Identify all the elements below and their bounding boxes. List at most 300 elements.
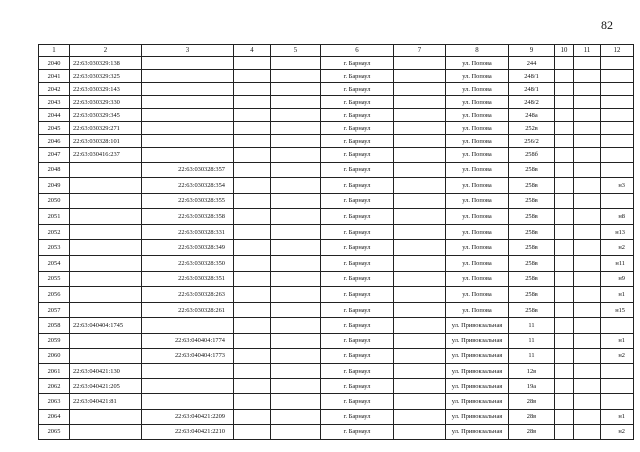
street-cell: ул. Попова: [446, 224, 509, 240]
row-number-cell: 2059: [39, 333, 70, 348]
row-number-cell: 2044: [39, 109, 70, 122]
row-number-cell: 2047: [39, 148, 70, 163]
table-row: [39, 302, 634, 318]
house-number-cell: 258в: [509, 224, 555, 240]
cadastral-number-object-cell: [142, 57, 234, 70]
premises-number-cell: н15: [601, 302, 634, 318]
header-cell: 7: [394, 45, 446, 57]
house-number-cell: 256/2: [509, 135, 555, 148]
col-5-cell: [271, 256, 321, 272]
row-number-cell: 2052: [39, 224, 70, 240]
col-5-cell: [271, 348, 321, 363]
cadastral-number-land-cell: 22:63:040421:205: [70, 379, 142, 394]
house-number-cell: 258в: [509, 271, 555, 287]
cadastral-number-land-cell: [70, 240, 142, 256]
table-row: [39, 364, 634, 379]
cadastral-number-object-cell: [142, 318, 234, 333]
house-number-cell: 248а: [509, 109, 555, 122]
col-11-cell: [574, 348, 601, 363]
settlement-cell: г. Барнаул: [321, 271, 394, 287]
col-7-cell: [394, 57, 446, 70]
table-row: [39, 224, 634, 240]
cadastral-number-object-cell: [142, 70, 234, 83]
cadastral-number-object-cell: [142, 148, 234, 163]
col-11-cell: [574, 333, 601, 348]
row-number-cell: 2040: [39, 57, 70, 70]
house-number-cell: 11: [509, 318, 555, 333]
col-5-cell: [271, 287, 321, 303]
col-4-cell: [234, 256, 271, 272]
settlement-cell: г. Барнаул: [321, 333, 394, 348]
col-5-cell: [271, 379, 321, 394]
cadastral-number-land-cell: [70, 256, 142, 272]
page-number: 82: [601, 18, 613, 32]
cadastral-number-land-cell: 22:63:030329:330: [70, 96, 142, 109]
cadastral-number-object-cell: [142, 109, 234, 122]
row-number-cell: 2057: [39, 302, 70, 318]
house-number-cell: 258в: [509, 302, 555, 318]
house-number-cell: 28в: [509, 394, 555, 409]
col-11-cell: [574, 240, 601, 256]
house-number-cell: 28в: [509, 409, 555, 424]
cadastral-number-land-cell: [70, 193, 142, 209]
premises-number-cell: н11: [601, 256, 634, 272]
col-11-cell: [574, 409, 601, 424]
header-cell: 1: [39, 45, 70, 57]
col-5-cell: [271, 302, 321, 318]
cadastral-number-land-cell: 22:63:030329:143: [70, 83, 142, 96]
street-cell: ул. Попова: [446, 209, 509, 225]
premises-number-cell: [601, 148, 634, 163]
col-7-cell: [394, 379, 446, 394]
table-row: [39, 424, 634, 439]
col-5-cell: [271, 178, 321, 194]
col-10-cell: [555, 57, 574, 70]
settlement-cell: г. Барнаул: [321, 379, 394, 394]
table-row: [39, 96, 634, 109]
cadastral-number-object-cell: 22:63:030328:349: [142, 240, 234, 256]
col-10-cell: [555, 318, 574, 333]
col-11-cell: [574, 96, 601, 109]
settlement-cell: г. Барнаул: [321, 57, 394, 70]
table-row: [39, 287, 634, 303]
col-7-cell: [394, 302, 446, 318]
col-5-cell: [271, 364, 321, 379]
col-5-cell: [271, 224, 321, 240]
cadastral-number-object-cell: 22:63:030328:357: [142, 162, 234, 178]
settlement-cell: г. Барнаул: [321, 162, 394, 178]
house-number-cell: 258в: [509, 240, 555, 256]
col-4-cell: [234, 318, 271, 333]
premises-number-cell: [601, 364, 634, 379]
row-number-cell: 2063: [39, 394, 70, 409]
col-7-cell: [394, 256, 446, 272]
house-number-cell: 248/1: [509, 83, 555, 96]
col-10-cell: [555, 83, 574, 96]
col-11-cell: [574, 83, 601, 96]
settlement-cell: г. Барнаул: [321, 193, 394, 209]
col-10-cell: [555, 256, 574, 272]
row-number-cell: 2053: [39, 240, 70, 256]
row-number-cell: 2050: [39, 193, 70, 209]
premises-number-cell: [601, 162, 634, 178]
col-5-cell: [271, 333, 321, 348]
table-row: [39, 209, 634, 225]
col-5-cell: [271, 83, 321, 96]
table-row: [39, 348, 634, 363]
cadastral-number-object-cell: 22:63:030328:354: [142, 178, 234, 194]
col-7-cell: [394, 96, 446, 109]
street-cell: ул. Попова: [446, 57, 509, 70]
house-number-cell: 258в: [509, 178, 555, 194]
col-4-cell: [234, 240, 271, 256]
row-number-cell: 2045: [39, 122, 70, 135]
street-cell: ул. Привокзальная: [446, 333, 509, 348]
col-7-cell: [394, 424, 446, 439]
col-7-cell: [394, 209, 446, 225]
premises-number-cell: [601, 122, 634, 135]
cadastral-number-land-cell: [70, 302, 142, 318]
col-4-cell: [234, 193, 271, 209]
street-cell: ул. Попова: [446, 178, 509, 194]
col-4-cell: [234, 424, 271, 439]
col-10-cell: [555, 96, 574, 109]
col-10-cell: [555, 271, 574, 287]
col-11-cell: [574, 271, 601, 287]
row-number-cell: 2043: [39, 96, 70, 109]
col-11-cell: [574, 364, 601, 379]
house-number-cell: 244: [509, 57, 555, 70]
cadastral-number-object-cell: [142, 379, 234, 394]
settlement-cell: г. Барнаул: [321, 256, 394, 272]
premises-number-cell: [601, 57, 634, 70]
cadastral-number-land-cell: [70, 271, 142, 287]
header-cell: 9: [509, 45, 555, 57]
cadastral-number-object-cell: 22:63:030328:358: [142, 209, 234, 225]
table-row: [39, 148, 634, 163]
house-number-cell: 258в: [509, 209, 555, 225]
col-5-cell: [271, 394, 321, 409]
cadastral-number-land-cell: 22:63:040421:130: [70, 364, 142, 379]
col-4-cell: [234, 302, 271, 318]
col-4-cell: [234, 271, 271, 287]
col-11-cell: [574, 57, 601, 70]
premises-number-cell: н13: [601, 224, 634, 240]
col-11-cell: [574, 224, 601, 240]
settlement-cell: г. Барнаул: [321, 148, 394, 163]
col-5-cell: [271, 70, 321, 83]
house-number-cell: 19а: [509, 379, 555, 394]
row-number-cell: 2055: [39, 271, 70, 287]
street-cell: ул. Попова: [446, 109, 509, 122]
col-4-cell: [234, 109, 271, 122]
cadastral-number-object-cell: 22:63:040404:1774: [142, 333, 234, 348]
cadastral-number-land-cell: [70, 424, 142, 439]
col-5-cell: [271, 193, 321, 209]
col-11-cell: [574, 379, 601, 394]
settlement-cell: г. Барнаул: [321, 302, 394, 318]
premises-number-cell: н2: [601, 424, 634, 439]
header-cell: 6: [321, 45, 394, 57]
street-cell: ул. Попова: [446, 302, 509, 318]
col-11-cell: [574, 178, 601, 194]
col-7-cell: [394, 240, 446, 256]
cadastral-number-object-cell: 22:63:040404:1773: [142, 348, 234, 363]
col-11-cell: [574, 122, 601, 135]
street-cell: ул. Попова: [446, 271, 509, 287]
col-5-cell: [271, 318, 321, 333]
table-row: [39, 409, 634, 424]
cadastral-number-land-cell: 22:63:030329:138: [70, 57, 142, 70]
street-cell: ул. Привокзальная: [446, 379, 509, 394]
settlement-cell: г. Барнаул: [321, 96, 394, 109]
col-10-cell: [555, 224, 574, 240]
header-cell: 12: [601, 45, 634, 57]
cadastral-number-object-cell: [142, 394, 234, 409]
cadastral-number-land-cell: 22:63:030416:237: [70, 148, 142, 163]
col-4-cell: [234, 148, 271, 163]
table-row: [39, 394, 634, 409]
row-number-cell: 2046: [39, 135, 70, 148]
premises-number-cell: н3: [601, 178, 634, 194]
col-7-cell: [394, 394, 446, 409]
header-cell: 5: [271, 45, 321, 57]
row-number-cell: 2056: [39, 287, 70, 303]
col-11-cell: [574, 70, 601, 83]
col-7-cell: [394, 122, 446, 135]
row-number-cell: 2058: [39, 318, 70, 333]
cadastral-number-land-cell: [70, 162, 142, 178]
settlement-cell: г. Барнаул: [321, 424, 394, 439]
col-10-cell: [555, 364, 574, 379]
col-4-cell: [234, 70, 271, 83]
street-cell: ул. Привокзальная: [446, 348, 509, 363]
table-row: [39, 318, 634, 333]
col-11-cell: [574, 162, 601, 178]
col-4-cell: [234, 333, 271, 348]
cadastral-number-object-cell: 22:63:040421:2209: [142, 409, 234, 424]
col-10-cell: [555, 348, 574, 363]
cadastral-number-land-cell: [70, 178, 142, 194]
col-11-cell: [574, 256, 601, 272]
col-7-cell: [394, 271, 446, 287]
house-number-cell: 258в: [509, 256, 555, 272]
header-cell: 4: [234, 45, 271, 57]
cadastral-number-object-cell: 22:63:030328:263: [142, 287, 234, 303]
col-7-cell: [394, 162, 446, 178]
table-row: [39, 271, 634, 287]
cadastral-number-land-cell: 22:63:030329:271: [70, 122, 142, 135]
table-row: [39, 109, 634, 122]
header-cell: 8: [446, 45, 509, 57]
street-cell: ул. Попова: [446, 83, 509, 96]
col-5-cell: [271, 424, 321, 439]
street-cell: ул. Попова: [446, 135, 509, 148]
col-7-cell: [394, 318, 446, 333]
col-5-cell: [271, 409, 321, 424]
settlement-cell: г. Барнаул: [321, 178, 394, 194]
col-10-cell: [555, 122, 574, 135]
col-7-cell: [394, 224, 446, 240]
col-10-cell: [555, 148, 574, 163]
col-10-cell: [555, 333, 574, 348]
premises-number-cell: [601, 83, 634, 96]
cadastral-number-land-cell: [70, 409, 142, 424]
row-number-cell: 2061: [39, 364, 70, 379]
cadastral-number-object-cell: [142, 364, 234, 379]
settlement-cell: г. Барнаул: [321, 70, 394, 83]
premises-number-cell: н1: [601, 287, 634, 303]
table-header-row: [39, 45, 634, 57]
table-row: [39, 122, 634, 135]
premises-number-cell: н9: [601, 271, 634, 287]
col-5-cell: [271, 57, 321, 70]
cadastral-number-object-cell: [142, 96, 234, 109]
row-number-cell: 2062: [39, 379, 70, 394]
premises-number-cell: [601, 96, 634, 109]
settlement-cell: г. Барнаул: [321, 135, 394, 148]
settlement-cell: г. Барнаул: [321, 122, 394, 135]
settlement-cell: г. Барнаул: [321, 224, 394, 240]
row-number-cell: 2065: [39, 424, 70, 439]
table-row: [39, 162, 634, 178]
header-cell: 10: [555, 45, 574, 57]
cadastral-number-object-cell: 22:63:030328:261: [142, 302, 234, 318]
col-5-cell: [271, 162, 321, 178]
col-10-cell: [555, 240, 574, 256]
col-7-cell: [394, 135, 446, 148]
cadastral-number-object-cell: 22:63:030328:350: [142, 256, 234, 272]
header-cell: 11: [574, 45, 601, 57]
cadastral-number-land-cell: 22:63:030329:325: [70, 70, 142, 83]
col-11-cell: [574, 148, 601, 163]
col-10-cell: [555, 109, 574, 122]
col-4-cell: [234, 348, 271, 363]
col-10-cell: [555, 424, 574, 439]
col-10-cell: [555, 302, 574, 318]
col-4-cell: [234, 287, 271, 303]
street-cell: ул. Попова: [446, 287, 509, 303]
cadastral-number-land-cell: 22:63:040421:81: [70, 394, 142, 409]
col-4-cell: [234, 409, 271, 424]
cadastral-number-object-cell: 22:63:030328:351: [142, 271, 234, 287]
cadastral-number-object-cell: 22:63:030328:355: [142, 193, 234, 209]
cadastral-number-land-cell: [70, 209, 142, 225]
premises-number-cell: н8: [601, 209, 634, 225]
street-cell: ул. Привокзальная: [446, 364, 509, 379]
col-4-cell: [234, 122, 271, 135]
house-number-cell: 248/2: [509, 96, 555, 109]
street-cell: ул. Попова: [446, 240, 509, 256]
premises-number-cell: н2: [601, 348, 634, 363]
row-number-cell: 2041: [39, 70, 70, 83]
col-4-cell: [234, 83, 271, 96]
street-cell: ул. Попова: [446, 148, 509, 163]
col-11-cell: [574, 394, 601, 409]
col-10-cell: [555, 135, 574, 148]
cadastral-number-land-cell: [70, 333, 142, 348]
table-row: [39, 135, 634, 148]
cadastral-number-land-cell: [70, 348, 142, 363]
header-cell: 2: [70, 45, 142, 57]
premises-number-cell: [601, 394, 634, 409]
premises-number-cell: [601, 135, 634, 148]
street-cell: ул. Привокзальная: [446, 318, 509, 333]
street-cell: ул. Привокзальная: [446, 424, 509, 439]
row-number-cell: 2042: [39, 83, 70, 96]
house-number-cell: 258в: [509, 287, 555, 303]
cadastral-number-land-cell: 22:63:030329:345: [70, 109, 142, 122]
table-row: [39, 379, 634, 394]
cadastral-number-object-cell: [142, 122, 234, 135]
premises-number-cell: [601, 193, 634, 209]
col-10-cell: [555, 193, 574, 209]
col-4-cell: [234, 394, 271, 409]
row-number-cell: 2049: [39, 178, 70, 194]
street-cell: ул. Попова: [446, 162, 509, 178]
settlement-cell: г. Барнаул: [321, 240, 394, 256]
house-number-cell: 258в: [509, 193, 555, 209]
col-7-cell: [394, 287, 446, 303]
cadastral-number-land-cell: [70, 287, 142, 303]
settlement-cell: г. Барнаул: [321, 394, 394, 409]
settlement-cell: г. Барнаул: [321, 287, 394, 303]
premises-number-cell: [601, 109, 634, 122]
col-10-cell: [555, 394, 574, 409]
house-number-cell: 11: [509, 348, 555, 363]
col-5-cell: [271, 240, 321, 256]
cadastral-number-object-cell: 22:63:040421:2210: [142, 424, 234, 439]
table-row: [39, 57, 634, 70]
house-number-cell: 11: [509, 333, 555, 348]
col-10-cell: [555, 409, 574, 424]
street-cell: ул. Привокзальная: [446, 394, 509, 409]
col-11-cell: [574, 135, 601, 148]
cadastral-number-land-cell: [70, 224, 142, 240]
street-cell: ул. Попова: [446, 256, 509, 272]
col-11-cell: [574, 424, 601, 439]
col-11-cell: [574, 109, 601, 122]
settlement-cell: г. Барнаул: [321, 364, 394, 379]
cadastral-number-object-cell: [142, 135, 234, 148]
col-7-cell: [394, 364, 446, 379]
settlement-cell: г. Барнаул: [321, 409, 394, 424]
col-4-cell: [234, 96, 271, 109]
cadastral-number-object-cell: 22:63:030328:331: [142, 224, 234, 240]
house-number-cell: 258б: [509, 148, 555, 163]
col-7-cell: [394, 148, 446, 163]
row-number-cell: 2051: [39, 209, 70, 225]
table-row: [39, 256, 634, 272]
col-4-cell: [234, 162, 271, 178]
col-7-cell: [394, 193, 446, 209]
col-5-cell: [271, 271, 321, 287]
premises-number-cell: [601, 70, 634, 83]
col-11-cell: [574, 193, 601, 209]
house-number-cell: 252в: [509, 122, 555, 135]
col-5-cell: [271, 148, 321, 163]
premises-number-cell: [601, 318, 634, 333]
row-number-cell: 2054: [39, 256, 70, 272]
col-5-cell: [271, 109, 321, 122]
col-4-cell: [234, 135, 271, 148]
cadastral-number-object-cell: [142, 83, 234, 96]
col-4-cell: [234, 379, 271, 394]
col-5-cell: [271, 96, 321, 109]
col-10-cell: [555, 162, 574, 178]
street-cell: ул. Попова: [446, 96, 509, 109]
row-number-cell: 2064: [39, 409, 70, 424]
